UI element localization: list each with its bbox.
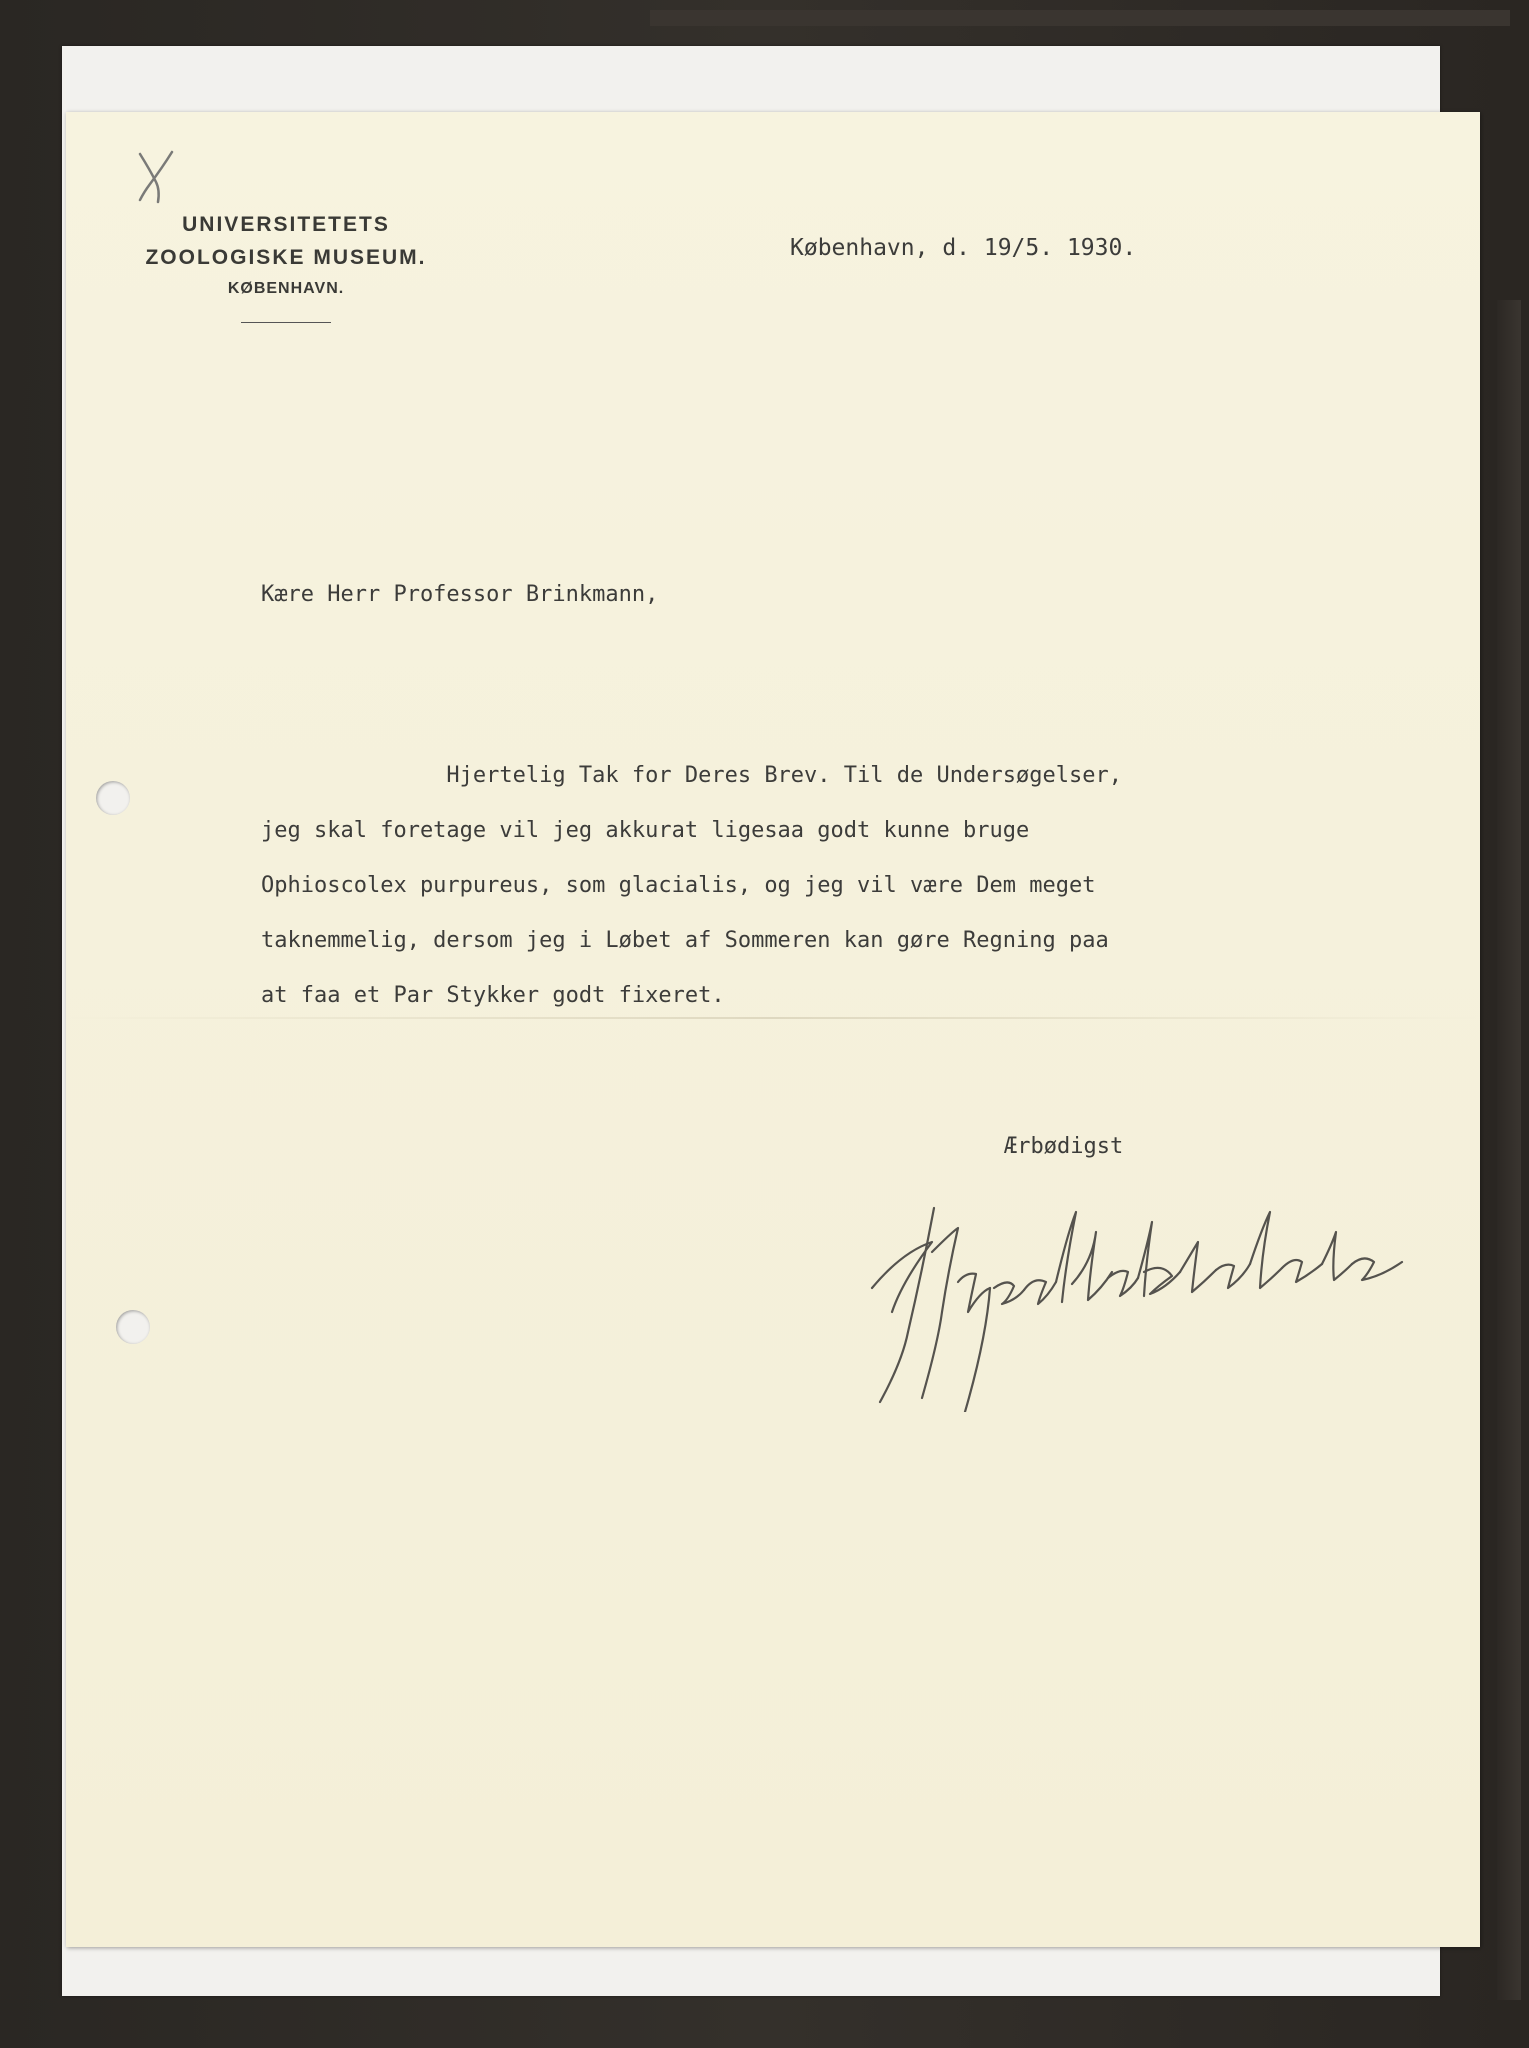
punch-hole-top: [96, 781, 130, 815]
body-line: at faa et Par Stykker godt fixeret.: [261, 983, 725, 1008]
punch-hole-bottom: [116, 1310, 150, 1344]
salutation: Kære Herr Professor Brinkmann,: [261, 582, 659, 607]
body-line: Ophioscolex purpureus, som glacialis, og jeg vil være Dem meget: [261, 873, 1096, 898]
letterhead-line-3: KØBENHAVN.: [227, 280, 345, 297]
letter-page: [66, 112, 1480, 1947]
letterhead: [116, 208, 456, 323]
letterhead-line-1: UNIVERSITETETS: [182, 213, 390, 236]
body-line: jeg skal foretage vil jeg akkurat ligesaa godt kunne bruge: [261, 818, 1030, 843]
pencil-mark-text: X: [126, 148, 127, 149]
letter-body: [261, 748, 1361, 1023]
letterhead-line-2: ZOOLOGISKE MUSEUM.: [145, 246, 427, 269]
folder-top-edge: [650, 10, 1510, 26]
closing: Ærbødigst: [1004, 1134, 1124, 1159]
letterhead-rule: [241, 322, 331, 323]
folder-right-edge: [1497, 300, 1521, 2000]
pencil-x-mark: [126, 148, 186, 208]
handwritten-signature: [862, 1192, 1422, 1412]
body-line: Hjertelig Tak for Deres Brev. Til de Undersøgelser,: [261, 763, 1122, 788]
letter-date: København, d. 19/5. 1930.: [790, 235, 1137, 261]
body-line: taknemmelig, dersom jeg i Løbet af Sommeren kan gøre Regning paa: [261, 928, 1109, 953]
